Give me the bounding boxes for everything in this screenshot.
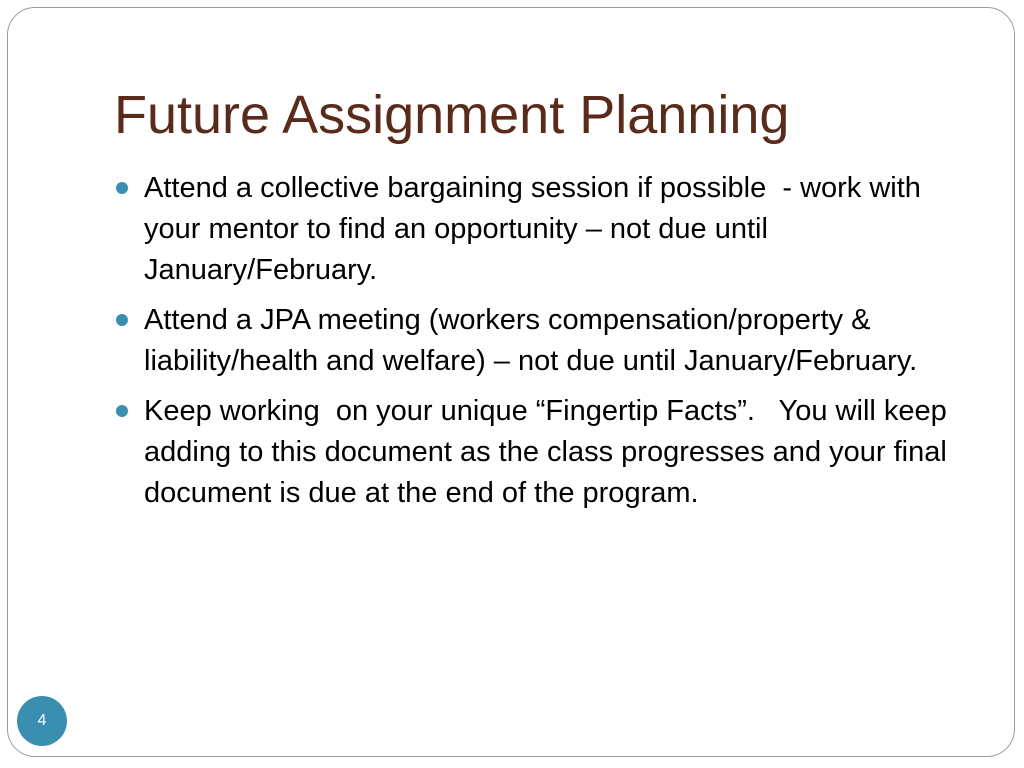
slide-title: Future Assignment Planning (114, 85, 790, 145)
bullet-item (116, 168, 966, 291)
bullet-text: Attend a collective bargaining session if possible - work with your mentor to find an opportunity – not due until January/February. (144, 172, 930, 286)
bullet-item (116, 300, 966, 382)
bullet-item (116, 391, 966, 514)
bullet-text: Attend a JPA meeting (workers compensation/property & liability/health and welfare) – not due until January/February. (144, 304, 918, 377)
bullet-dot-icon (116, 314, 128, 326)
bullet-list (116, 168, 966, 523)
bullet-dot-icon (116, 182, 128, 194)
page-number-badge: 4 (17, 696, 67, 746)
bullet-dot-icon (116, 405, 128, 417)
bullet-text: Keep working on your unique “Fingertip Facts”. You will keep adding to this document as the class progresses and your final document is due at the end of the program. (144, 395, 955, 509)
